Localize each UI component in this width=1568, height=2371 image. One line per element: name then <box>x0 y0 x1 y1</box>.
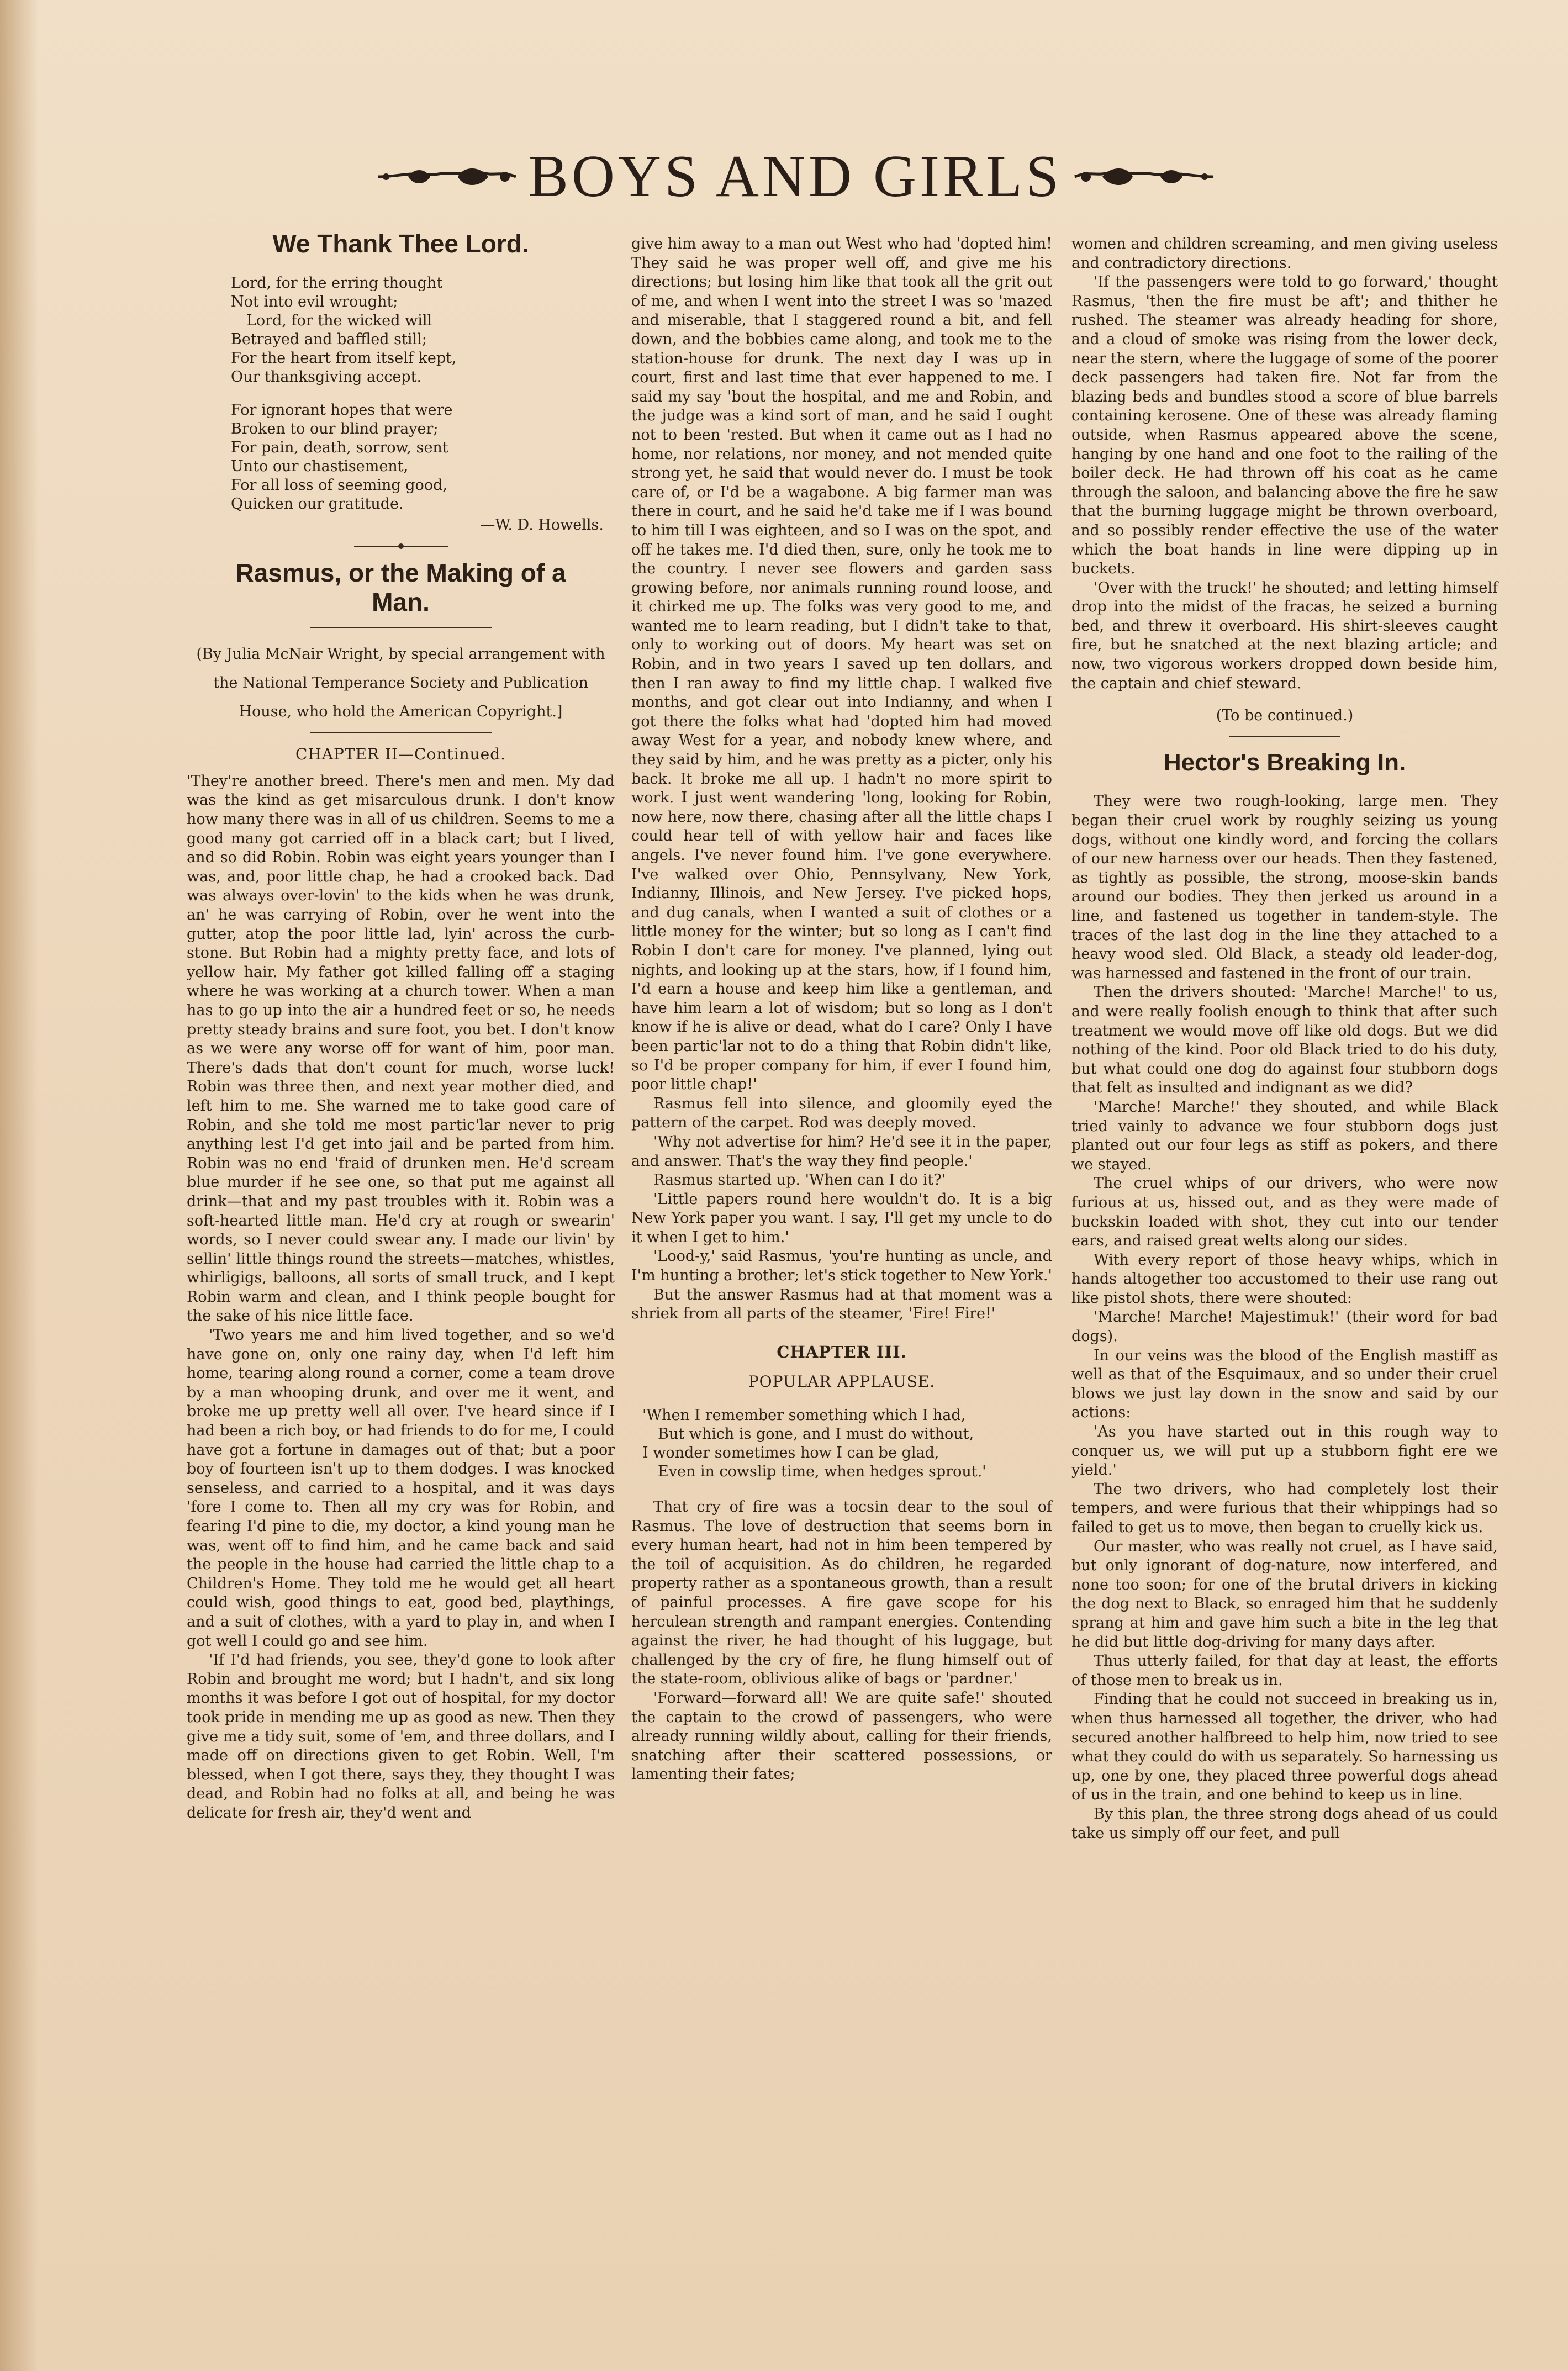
paragraph: Rasmus fell into silence, and gloomily eyed the pattern of the carpet. Rod was deeply moved. <box>631 1095 1052 1132</box>
column-2 <box>631 235 1052 1784</box>
paragraph: 'If I'd had friends, you see, they'd gone to look after Robin and brought me word; but I hadn't, and six long months it was before I got out of hospital, for my doctor took pride in mending me up as good as new. Then they give me a tidy suit, some of 'em, and three dollars, and I made off on directions given to get Robin. Well, I'm blessed, when I got there, says they, they thought I was dead, and Robin had no folks at all, and being he was delicate for fresh air, they'd went and <box>187 1651 615 1821</box>
to-be-continued: (To be continued.) <box>1216 707 1354 725</box>
paragraph: 'If the passengers were told to go forward,' thought Rasmus, 'then the fire must be aft'; and thither he rushed. The steamer was already heading for shore, and a cloud of smoke was rising from the lower deck, near the stern, where the luggage of some of the poorer deck passengers had taken fire. Not far from the blazing beds and bundles stood a score of blue barrels containing kerosene. One of these was already flaming outside, when Rasmus appeared above the scene, hanging by one hand and one foot to the railing of the boiler deck. He had thrown off his coat as he came through the saloon, and balancing above the fire he saw that the burning luggage might be thrown overboard, and so possibly render effective the use of the water which the boat hands in line were dipping up in buckets. <box>1071 273 1498 578</box>
paragraph: 'Little papers round here wouldn't do. It is a big New York paper you want. I say, I'll get my uncle to do it when I get to him.' <box>631 1190 1052 1246</box>
paragraph: give him away to a man out West who had 'dopted him! They said he was proper well off, and give me his directions; but losing him like that took all the grit out of me, and when I went into the street I was so 'mazed and miserable, that I staggered round a bit, and fell down, and the bobbies came along, and took me to the station-house for drunk. The next day I was up in court, first and last time that ever happened to me. I said my say 'bout the hospital, and me and Robin, and the judge was a kind sort of man, and he said I ought not to been 'rested. But when it came out as I had no home, nor relations, nor money, and not mended quite strong yet, he said that would never do. I must be took care of, or I'd be a wagabone. A big farmer man was there in court, and he said he'd take me if I was bound to him till I was eighteen, and so I was on the spot, and off he takes me. I'd died then, sure, only he took me to the country. I never see flowers and garden sass growing before, nor animals running round loose, and it chirked me up. The folks was very good to me, and wanted me to learn reading, but I didn't take to that, only to working out of doors. My heart was set on Robin, and in two years I saved up ten dollars, and then I ran away to find my little chap. I walked five months, and got clear out into Indianny, and when I got there the folks what had 'dopted him had moved away West for a year, and nobody knew where, and they said by him, and he was pretty as a picter, only his back. It broke me all up. I hadn't no more spirit to work. I just went wandering 'long, looking for Robin, now here, now there, chasing after all the little chaps I could hear tell of with yellow hair and faces like angels. I've never found him. I've gone everywhere. I've walked over Ohio, Pennsylvany, New York, Indianny, Illinois, and New Jersey. I've picked hops, and dug canals, when I wanted a suit of clothes or a little money for the winter; but so long as I can't find Robin I don't care for money. I've planned, lying out nights, and looking up at the stars, how, if I found him, I'd earn a house and keep him like a gentleman, and have him learn a lot of wisdom; but so long as I don't know if he is alive or dead, what do I care? Only I have been partic'lar not to do a thing that Robin didn't like, so I'd be proper company for him, if ever I found him, poor little chap!' <box>631 235 1052 1094</box>
story-title-line-1: Rasmus, or the Making of a <box>235 558 566 588</box>
paragraph: That cry of fire was a tocsin dear to the soul of Rasmus. The love of destruction that seems born in every human heart, had not in him been tempered by the toil of acquisition. As do children, he regarded property rather as a spontaneous growth, than a result of painful processes. A fire gave scope for his herculean strength and rampant energies. Contending against the river, he had thought of his luggage, but challenged by the cry of fire, he flung himself out of the state-room, oblivious alike of bags or 'pardner.' <box>631 1498 1052 1688</box>
paragraph: Rasmus started up. 'When can I do it?' <box>653 1171 946 1189</box>
paragraph: 'Two years me and him lived together, and so we'd have gone on, only one rainy day, when I'd left him home, tearing along round a corner, come a team drove by a man whooping drunk, and over me it went, and broke me up pretty well all over. I've heard since if I had been a rich boy, or had friends to do for me, I could have got a fortune in damages out of that; but a poor boy of fourteen isn't up to them dodges. I was knocked senseless, and carried to a hospital, and it was days 'fore I come to. Then all my cry was for Robin, and fearing I'd pine to die, my doctor, a kind young man he was, went off to find him, and he came back and said the people in the house had carried the little chap to a Children's Home. They told me he would get all heart could wish, good things to eat, good bed, playthings, and a suit of clothes, with a yard to play in, and when I got well I could go and see him. <box>187 1327 615 1650</box>
poem-title: We Thank Thee Lord. <box>272 229 529 258</box>
poem-line: For ignorant hopes that were <box>231 401 453 419</box>
epigraph-line: 'When I remember something which I had, <box>642 1407 966 1424</box>
section-divider <box>1229 736 1340 737</box>
chapter-heading: CHAPTER II—Continued. <box>295 745 506 764</box>
poem-line: Our thanksgiving accept. <box>231 368 422 386</box>
epigraph-line: Even in cowslip time, when hedges sprout.' <box>658 1463 986 1481</box>
masthead-title: BOYS AND GIRLS <box>528 144 1063 209</box>
section-masthead <box>309 141 1281 213</box>
paragraph: They were two rough-looking, large men. They began their cruel work by roughly seizing us young dogs, without one kindly word, and forcing the collars of our new harness over our heads. Then they fastened, as tightly as possible, the strong, moose-skin bands around our bodies. They then jerked us around in a line, and fastened us together in tandem-style. The traces of the last dog in the line they attached to a heavy wood sled. Old Black, a steady old leader-dog, was harnessed and fastened in the front of our train. <box>1071 793 1498 982</box>
poem-line: Unto our chastisement, <box>231 457 409 475</box>
paragraph: 'Why not advertise for him? He'd see it in the paper, and answer. That's the way they find people.' <box>631 1133 1052 1170</box>
paragraph: women and children screaming, and men giving useless and contradictory directions. <box>1071 235 1498 272</box>
paragraph: In our veins was the blood of the English mastiff as well as that of the Esquimaux, and so under their cruel blows we just lay down in the snow and said by our actions: <box>1071 1346 1498 1422</box>
paragraph: Finding that he could not succeed in breaking us in, when thus harnessed all together, the driver, who had secured another halfbreed to help him, now tried to see what they could do with us separately. So harnessing us up, one by one, they placed three powerful dogs ahead of us in the train, and one behind to keep us in line. <box>1071 1691 1498 1804</box>
epigraph-line: I wonder sometimes how I can be glad, <box>642 1444 939 1462</box>
poem-line: Not into evil wrought; <box>231 293 398 310</box>
paragraph: Then the drivers shouted: 'Marche! Marche!' to us, and were really foolish enough to think that after such treatment we would move off like old dogs. But we did nothing of the kind. Poor old Black tried to do his duty, but what could one dog do against four stubborn dogs that felt as insulted and indignant as we did? <box>1071 984 1498 1097</box>
story-title <box>187 558 615 617</box>
paragraph: But the answer Rasmus had at that moment was a shriek from all parts of the steamer, 'Fire! Fire!' <box>631 1286 1052 1323</box>
paragraph: 'As you have started out in this rough way to conquer us, we will put up a stubborn fight ere we yield.' <box>1071 1423 1498 1479</box>
paragraph: The two drivers, who had completely lost their tempers, and were furious that their whippings had so failed to get us to move, then began to cruelly kick us. <box>1071 1480 1498 1536</box>
poem-line: Betrayed and baffled still; <box>231 330 427 348</box>
story-byline: (By Julia McNair Wright, by special arrangement with the National Temperance Society and Publication House, who hold the American Copyright.] <box>196 646 605 721</box>
hector-title: Hector's Breaking In. <box>1163 748 1406 776</box>
chapter-heading: CHAPTER III. <box>777 1342 907 1361</box>
epigraph-line: But which is gone, and I must do without, <box>658 1425 974 1443</box>
byline-rule <box>310 732 492 733</box>
poem-line: Lord, for the wicked will <box>246 311 432 329</box>
poem-line: Lord, for the erring thought <box>231 274 443 292</box>
poem-line: For pain, death, sorrow, sent <box>231 439 448 456</box>
epigraph <box>642 1406 1052 1481</box>
paragraph: 'Lood-y,' said Rasmus, 'you're hunting as uncle, and I'm hunting a brother; let's stick together to New York.' <box>631 1248 1052 1285</box>
paragraph: 'Over with the truck!' he shouted; and letting himself drop into the midst of the fracas, he seized a burning bed, and threw it overboard. His shirt-sleeves caught fire, but he snatched at the next blazing article; and now, two vigorous workers dropped down beside him, the captain and chief steward. <box>1071 579 1498 692</box>
poem-line: For the heart from itself kept, <box>231 349 457 367</box>
poem-line: For all loss of seeming good, <box>231 476 447 494</box>
paragraph: 'Marche! Marche!' they shouted, and while Black tried vainly to advance we four stubborn dogs just planted out our four legs as stiff as pokers, and there we stayed. <box>1071 1098 1498 1173</box>
column-3 <box>1071 235 1498 1843</box>
paragraph: The cruel whips of our drivers, who were now furious at us, hissed out, and as they were made of buckskin loaded with shot, they cut into our tender ears, and raised great welts along our sides. <box>1071 1175 1498 1250</box>
paragraph: 'They're another breed. There's men and men. My dad was the kind as get misarculous drunk. I don't know how many there was in all of us children. Seems to me a good many got carried off in a black cart; but I lived, and so did Robin. Robin was eight years younger than I was, and, poor little chap, he had a crooked back. Dad was always over-lovin' to the kids when he was drunk, an' he was carrying of Robin, over he went into the gutter, atop the poor little lad, lyin' across the curb-stone. But Robin had a mighty pretty face, and lots of yellow hair. My father got killed falling off a staging where he was working at a church tower. When a man has to go up into the air a hundred feet or so, he needs pretty steady brains and sure foot, you bet. I don't know as we were any worse off for want of him, poor man. There's dads that don't count for much, worse luck! Robin was three then, and next year mother died, and left him to me. She warned me to take good care of Robin, and she told me most partic'lar never to prig anything lest I'd get into jail and be parted from him. Robin was no end 'fraid of drunken men. He'd scream blue murder if he see one, so that put me against all drink—that and my past troubles with it. Robin was a soft-hearted little man. He'd cry at rough or swearin' words, so I never could swear any. I made our livin' by sellin' little things round the streets—matches, whistles, whirligigs, balloons, all sorts of small truck, and I kept Robin warm and clean, and I think people bought for the sake of his nice little face. <box>187 772 615 1325</box>
paragraph: 'Marche! Marche! Majestimuk!' (their word for bad dogs). <box>1071 1308 1498 1345</box>
paragraph: With every report of those heavy whips, which in hands altogether too accustomed to their use rang out like pistol shots, there were shouted: <box>1071 1251 1498 1307</box>
poem-line: Quicken our gratitude. <box>231 495 404 513</box>
title-rule <box>310 627 492 628</box>
chapter-subtitle: POPULAR APPLAUSE. <box>748 1372 936 1391</box>
paragraph: 'Forward—forward all! We are quite safe!' shouted the captain to the crowd of passengers, who were already running wildly about, calling for their friends, snatching after their scattered possessions, or lamenting their fates; <box>631 1689 1052 1783</box>
right-flourish-ornament <box>1072 160 1216 193</box>
poem-body <box>231 274 615 514</box>
poem-line: Broken to our blind prayer; <box>231 420 439 437</box>
paragraph: Thus utterly failed, for that day at least, the efforts of those men to break us in. <box>1071 1652 1498 1689</box>
paragraph: Our master, who was really not cruel, as I have said, but only ignorant of dog-nature, now interfered, and none too soon; for one of the brutal drivers in kicking the dog next to Black, so enraged him that he suddenly sprang at him and gave him such a bite in the leg that he did but little dog-driving for many days after. <box>1071 1538 1498 1651</box>
poem-author: —W. D. Howells. <box>480 516 604 534</box>
paragraph: By this plan, the three strong dogs ahead of us could take us simply off our feet, and pull <box>1071 1805 1498 1842</box>
left-flourish-ornament <box>375 160 519 193</box>
story-title-line-2: Man. <box>372 588 430 617</box>
section-divider <box>354 546 448 547</box>
column-1 <box>187 229 615 1823</box>
